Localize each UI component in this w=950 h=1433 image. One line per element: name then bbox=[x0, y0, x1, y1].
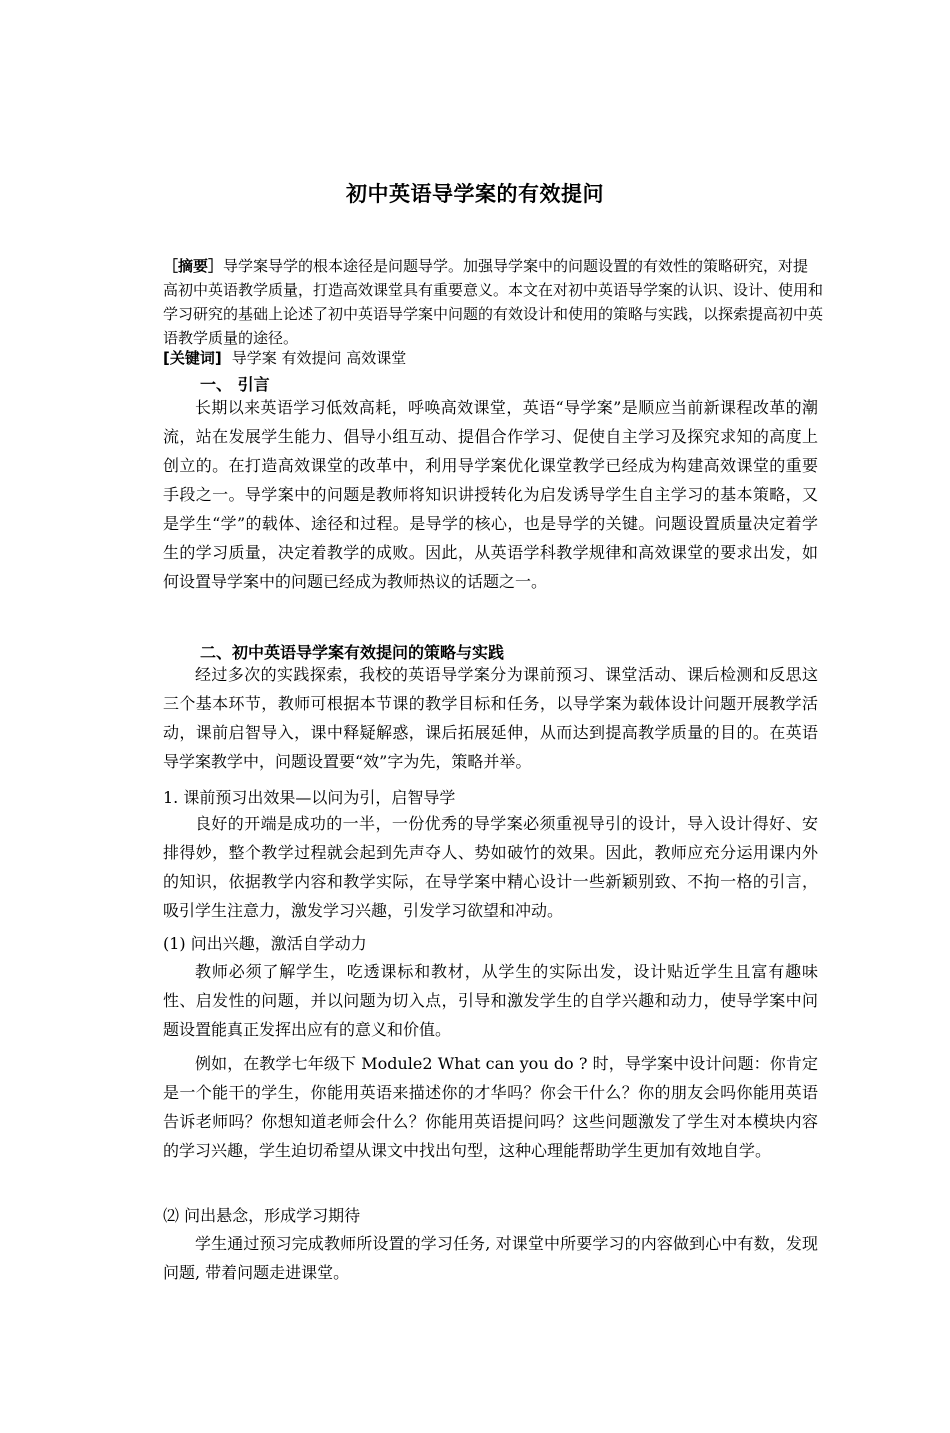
keywords bbox=[163, 347, 406, 368]
strategies-text: 经过多次的实践探索，我校的英语导学案分为课前预习、课堂活动、课后检测和反思这三个基本环节，教师可根据本节课的教学目标和任务，以导学案为载体设计问题开展教学活动，课前启智导入，课中释疑解惑，课后拓展延伸，从而达到提高教学质量的目的。在英语导学案教学中，问题设置要“效”字为先，策略并举。 bbox=[163, 665, 818, 771]
subsection-1-paragraph bbox=[163, 809, 818, 925]
point-heading-2: ⑵ 问出悬念，形成学习期待 bbox=[163, 1206, 361, 1225]
section-heading-strategies: 二、初中英语导学案有效提问的策略与实践 bbox=[200, 643, 505, 662]
introduction-paragraph bbox=[163, 393, 818, 596]
strategies-paragraph bbox=[163, 660, 818, 776]
point-1-text-1: 教师必须了解学生，吃透课标和教材，从学生的实际出发，设计贴近学生且富有趣味性、启发性的问题，并以问题为切入点，引导和激发学生的自学兴趣和动力，使导学案中问题设置能真正发挥出应有的意义和价值。 bbox=[163, 962, 818, 1039]
introduction-text: 长期以来英语学习低效高耗，呼唤高效课堂，英语“导学案”是顺应当前新课程改革的潮流，站在发展学生能力、倡导小组互动、提倡合作学习、促使自主学习及探究求知的高度上创立的。在打造高效课堂的改革中，利用导学案优化课堂教学已经成为构建高效课堂的重要手段之一。导学案中的问题是教师将知识讲授转化为启发诱导学生自主学习的基本策略，又是学生“学”的载体、途径和过程。是导学的核心，也是导学的关键。问题设置质量决定着学生的学习质量，决定着教学的成败。因此，从英语学科教学规律和高效课堂的要求出发，如何设置导学案中的问题已经成为教师热议的话题之一。 bbox=[163, 398, 818, 591]
keywords-terms: 导学案 有效提问 高效课堂 bbox=[231, 349, 407, 367]
point-1-paragraph-1 bbox=[163, 957, 818, 1044]
point-1-paragraph-2 bbox=[163, 1049, 818, 1165]
abstract bbox=[163, 254, 823, 350]
document-title: 初中英语导学案的有效提问 bbox=[346, 181, 604, 206]
point-2-paragraph bbox=[163, 1229, 818, 1287]
section-heading-introduction: 一、 引言 bbox=[200, 375, 270, 394]
point-heading-1: (1) 问出兴趣，激活自学动力 bbox=[163, 934, 367, 953]
subsection-1-text: 良好的开端是成功的一半，一份优秀的导学案必须重视导引的设计，导入设计得好、安排得妙，整个教学过程就会起到先声夺人、势如破竹的效果。因此，教师应充分运用课内外的知识，依据教学内容和教学实际，在导学案中精心设计一些新颖别致、不拘一格的引言，吸引学生注意力，激发学习兴趣，引发学习欲望和冲动。 bbox=[163, 814, 818, 920]
subsection-heading-1: 1. 课前预习出效果—以问为引，启智导学 bbox=[163, 788, 456, 807]
point-1-text-2: 例如，在教学七年级下 Module2 What can you do ? 时，导学案中设计问题：你肯定是一个能干的学生，你能用英语来描述你的才华吗？你会干什么？你的朋友会吗你能用英语告诉老师吗？你想知道老师会什么？你能用英语提问吗？这些问题激发了学生对本模块内容的学习兴趣，学生迫切希望从课文中找出句型，这种心理能帮助学生更加有效地自学。 bbox=[163, 1054, 818, 1160]
abstract-label: ［摘要］ bbox=[163, 257, 224, 275]
point-2-text: 学生通过预习完成教师所设置的学习任务, 对课堂中所要学习的内容做到心中有数，发现问题, 带着问题走进课堂。 bbox=[163, 1234, 818, 1282]
abstract-text: 导学案导学的根本途径是问题导学。加强导学案中的问题设置的有效性的策略研究，对提高初中英语教学质量，打造高效课堂具有重要意义。本文在对初中英语导学案的认识、设计、使用和学习研究的基础上论述了初中英语导学案中问题的有效设计和使用的策略与实践，以探索提高初中英语教学质量的途径。 bbox=[163, 257, 824, 347]
keywords-label: [关键词] bbox=[163, 349, 222, 367]
